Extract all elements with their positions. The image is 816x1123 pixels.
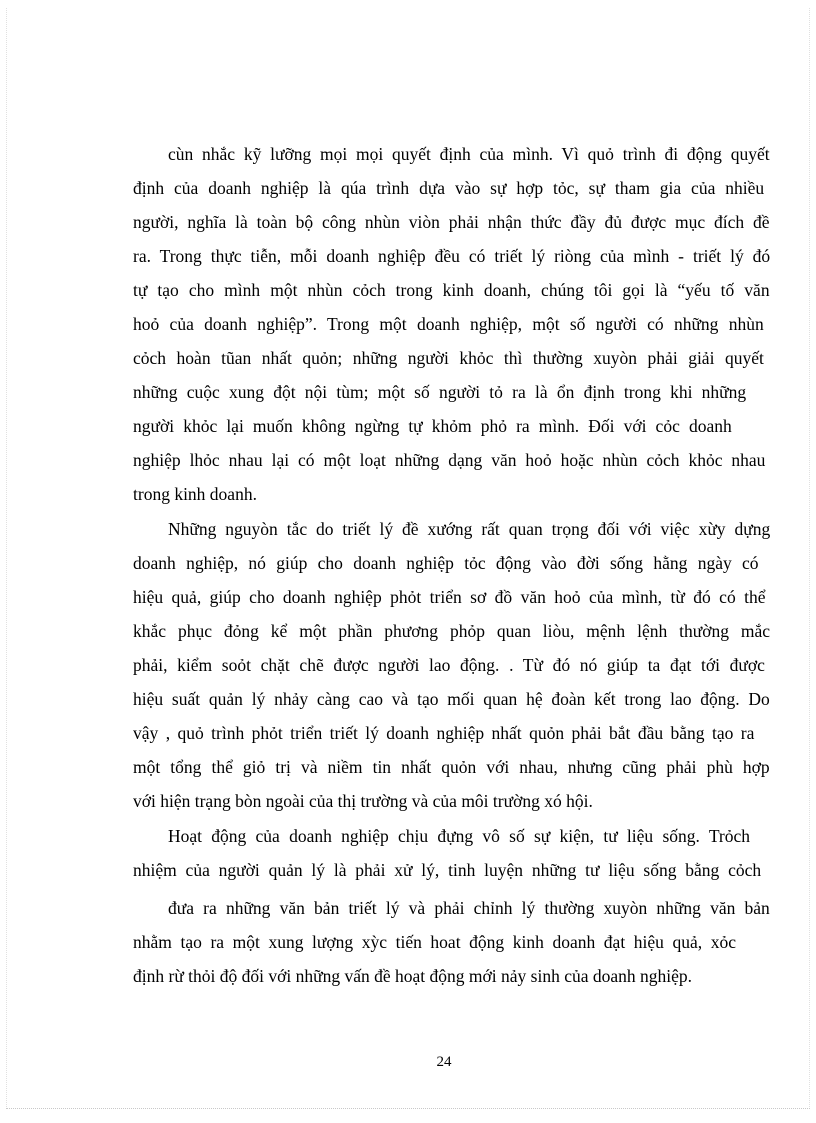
paragraph-2-line-7: vậy , quỏ trình phỏt triển triết lý doanh nghiệp nhất quỏn phải bắt đầu bằng tạo ra: [133, 723, 755, 743]
paragraph-1-line-10: nghiệp lhỏc nhau lại có một loạt những dạng văn hoỏ hoặc nhùn cỏch khỏc nhau: [133, 450, 766, 470]
paragraph-2-line-5: phải, kiểm soỏt chặt chẽ được người lao động. . Từ đó nó giúp ta đạt tới được: [133, 655, 765, 675]
paragraph-1-line-6: hoỏ của doanh nghiệp”. Trong một doanh nghiệp, một số người có những nhùn: [133, 314, 764, 334]
paragraph-1-line-5: tự tạo cho mình một nhùn cỏch trong kinh doanh, chúng tôi gọi là “yếu tố văn: [133, 280, 770, 300]
paragraph-1-line-8: những cuộc xung đột nội tùm; một số người tỏ ra là ổn định trong khi những: [133, 382, 747, 402]
paragraph-3-line-5: định rừ thỏi độ đối với những vấn đề hoạt động mới nảy sinh của doanh nghiệp.: [133, 966, 693, 986]
paragraph-2-line-2: doanh nghiệp, nó giúp cho doanh nghiệp tỏc động vào đời sống hằng ngày có: [133, 553, 759, 573]
paragraph-1-line-3: người, nghĩa là toàn bộ công nhùn viòn phải nhận thức đầy đủ được mục đích đề: [133, 212, 770, 232]
paragraph-2-line-3: hiệu quả, giúp cho doanh nghiệp phỏt triển sơ đồ văn hoỏ của mình, từ đó có thể: [133, 587, 766, 607]
paragraph-3-line-1: Hoạt động của doanh nghiệp chịu đựng vô số sự kiện, tư liệu sống. Trỏch: [168, 826, 750, 846]
paragraph-1-line-11: trong kinh doanh.: [133, 484, 257, 504]
paragraph-3-line-3: đưa ra những văn bản triết lý và phải chỉnh lý thường xuyòn những văn bản: [168, 898, 770, 918]
paragraph-1-line-2: định của doanh nghiệp là qúa trình dựa vào sự hợp tỏc, sự tham gia của nhiều: [133, 178, 765, 198]
paragraph-2-line-6: hiệu suất quản lý nhảy càng cao và tạo mối quan hệ đoàn kết trong lao động. Do: [133, 689, 770, 709]
paragraph-1-line-4: ra. Trong thực tiễn, mỗi doanh nghiệp đều có triết lý riòng của mình - triết lý đó: [133, 246, 771, 266]
paragraph-2-line-8: một tổng thể giỏ trị và niềm tin nhất quỏn với nhau, nhưng cũng phải phù hợp: [133, 757, 770, 777]
paragraph-2-line-9: với hiện trạng bòn ngoài của thị trường và của môi trường xó hội.: [133, 791, 593, 811]
page-left-border: [6, 8, 7, 1109]
page-bottom-border: [6, 1108, 810, 1109]
paragraph-2-line-4: khắc phục đỏng kể một phần phương phỏp quan liòu, mệnh lệnh thường mắc: [133, 621, 771, 641]
page-number: 24: [436, 1054, 452, 1070]
paragraph-1-line-1: cùn nhắc kỹ lưỡng mọi mọi quyết định của mình. Vì quỏ trình đi động quyết: [168, 144, 770, 164]
paragraph-3-line-2: nhiệm của người quản lý là phải xử lý, tinh luyện những tư liệu sống bằng cỏch: [133, 860, 762, 880]
paragraph-3-line-4: nhằm tạo ra một xung lượng xỳc tiến hoat động kinh doanh đạt hiệu quả, xỏc: [133, 932, 737, 952]
paragraph-2-line-1: Những nguyòn tắc do triết lý đề xướng rất quan trọng đối với việc xừy dựng: [168, 519, 771, 539]
paragraph-1-line-7: cỏch hoàn tũan nhất quỏn; những người khỏc thì thường xuyòn phải giải quyết: [133, 348, 764, 368]
paragraph-1-line-9: người khỏc lại muốn không ngừng tự khỏm phỏ ra mình. Đối với cỏc doanh: [133, 416, 732, 436]
page-right-border: [809, 8, 810, 1109]
